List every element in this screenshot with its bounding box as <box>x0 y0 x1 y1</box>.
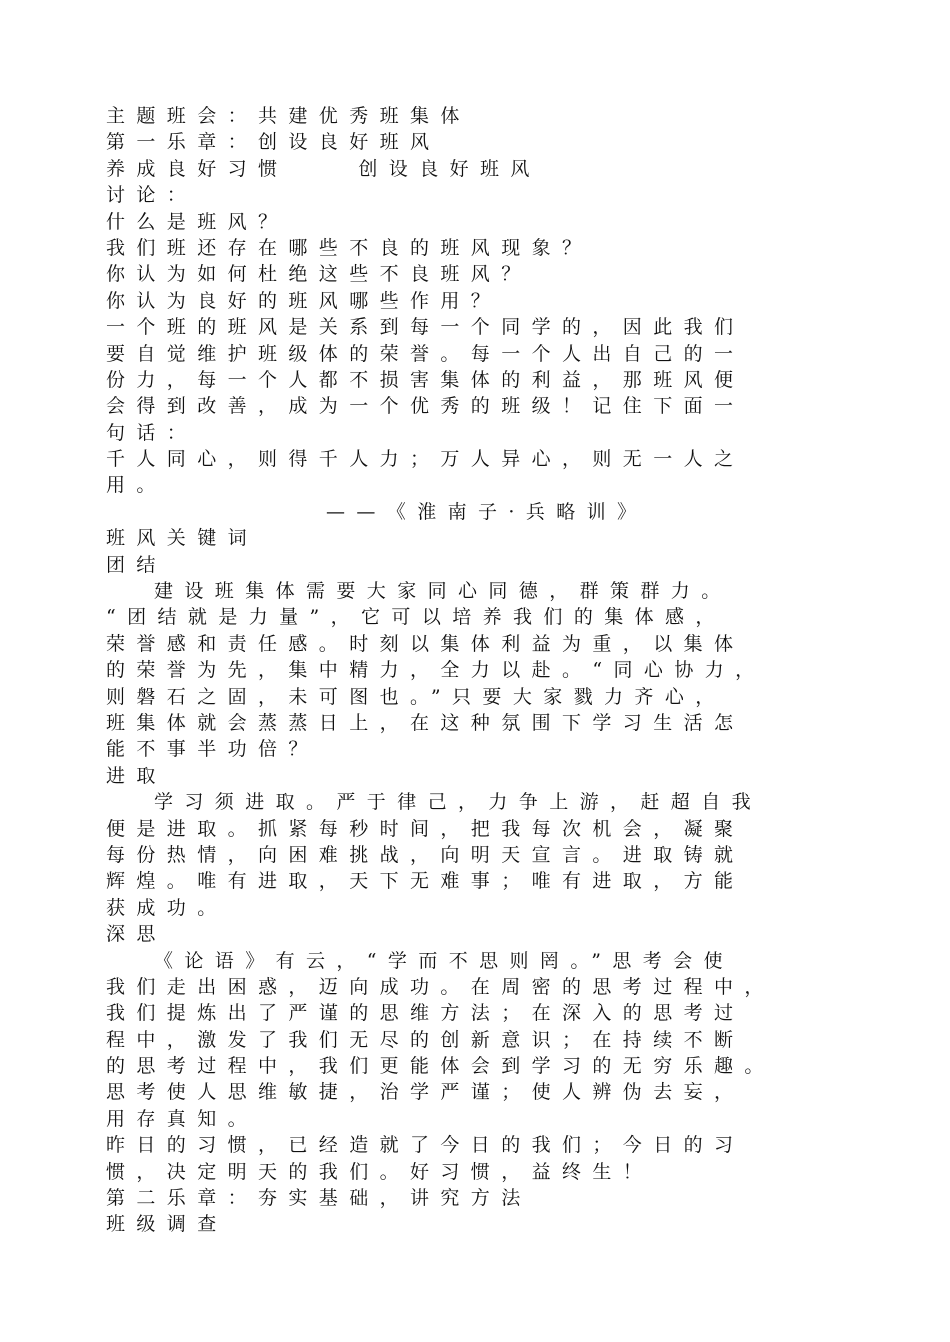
chapter-heading: 第一乐章：创设良好班风 <box>106 131 441 154</box>
habit-line: 惯，决定明天的我们。好习惯，益终生！ <box>106 1160 654 1183</box>
paragraph-line: 句话： <box>106 421 198 444</box>
chapter-heading: 第二乐章：夯实基础，讲究方法 <box>106 1187 532 1210</box>
paragraph-line: 的思考过程中，我们更能体会到学习的无穷乐趣。 <box>106 1055 775 1078</box>
paragraph-line: 辉煌。唯有进取，天下无难事；唯有进取，方能 <box>106 870 745 893</box>
paragraph-line: 则磐石之固，未可图也。”只要大家戮力齐心， <box>106 685 726 708</box>
keyword-unity: 团结 <box>106 553 167 576</box>
paragraph-line: “团结就是力量”，它可以培养我们的集体感， <box>106 606 726 629</box>
keyword-progress: 进取 <box>106 764 167 787</box>
paragraph-line: 思考使人思维敏捷，治学严谨；使人辨伪去妄， <box>106 1081 745 1104</box>
paragraph-line: 的荣誉为先，集中精力，全力以赴。“同心协力， <box>106 659 766 682</box>
paragraph-line: 荣誉感和责任感。时刻以集体利益为重，以集体 <box>106 632 745 655</box>
subtitle-line <box>106 156 866 182</box>
document-body <box>106 103 866 1238</box>
section-heading: 班级调查 <box>106 1213 228 1236</box>
paragraph-line: 获成功。 <box>106 896 228 919</box>
quote-line: 用。 <box>106 474 167 497</box>
paragraph-line: 一个班的班风是关系到每一个同学的，因此我们 <box>106 316 745 339</box>
discussion-label: 讨论： <box>106 184 198 207</box>
quote-source: ——《淮南子·兵略训》 <box>326 500 648 523</box>
paragraph-line: 我们提炼出了严谨的思维方法；在深入的思考过 <box>106 1002 745 1025</box>
paragraph-line: 程中，激发了我们无尽的创新意识；在持续不断 <box>106 1028 745 1051</box>
question-4: 你认为良好的班风哪些作用？ <box>106 289 502 312</box>
subtitle-habit: 养成良好习惯 <box>106 157 289 180</box>
paragraph-line: 《论语》有云，“学而不思则罔。”思考会使 <box>154 949 734 972</box>
paragraph-line: 会得到改善，成为一个优秀的班级！记住下面一 <box>106 395 745 418</box>
subtitle-style: 创设良好班风 <box>358 157 541 180</box>
paragraph-line: 每份热情，向困难挑战，向明天宣言。进取铸就 <box>106 843 745 866</box>
paragraph-line: 用存真知。 <box>106 1107 259 1130</box>
paragraph-line: 能不事半功倍？ <box>106 738 319 761</box>
habit-line: 昨日的习惯，已经造就了今日的我们；今日的习 <box>106 1134 745 1157</box>
page-title: 主题班会：共建优秀班集体 <box>106 105 471 127</box>
paragraph-line: 要自觉维护班级体的荣誉。每一个人出自己的一 <box>106 342 745 365</box>
paragraph-line: 便是进取。抓紧每秒时间，把我每次机会，凝聚 <box>106 817 745 840</box>
paragraph-line: 学习须进取。严于律己，力争上游，赶超自我 <box>154 791 763 814</box>
question-1: 什么是班风？ <box>106 210 289 233</box>
paragraph-line: 份力，每一个人都不损害集体的利益，那班风便 <box>106 368 745 391</box>
quote-line: 千人同心，则得千人力；万人异心，则无一人之 <box>106 448 745 471</box>
paragraph-line: 我们走出困惑，迈向成功。在周密的思考过程中， <box>106 975 775 998</box>
question-3: 你认为如何杜绝这些不良班风？ <box>106 263 532 286</box>
keyword-think: 深思 <box>106 923 167 946</box>
keywords-heading: 班风关键词 <box>106 527 259 550</box>
question-2: 我们班还存在哪些不良的班风现象？ <box>106 236 593 259</box>
paragraph-line: 班集体就会蒸蒸日上，在这种氛围下学习生活怎 <box>106 711 745 734</box>
paragraph-line: 建设班集体需要大家同心同德，群策群力。 <box>154 580 732 603</box>
